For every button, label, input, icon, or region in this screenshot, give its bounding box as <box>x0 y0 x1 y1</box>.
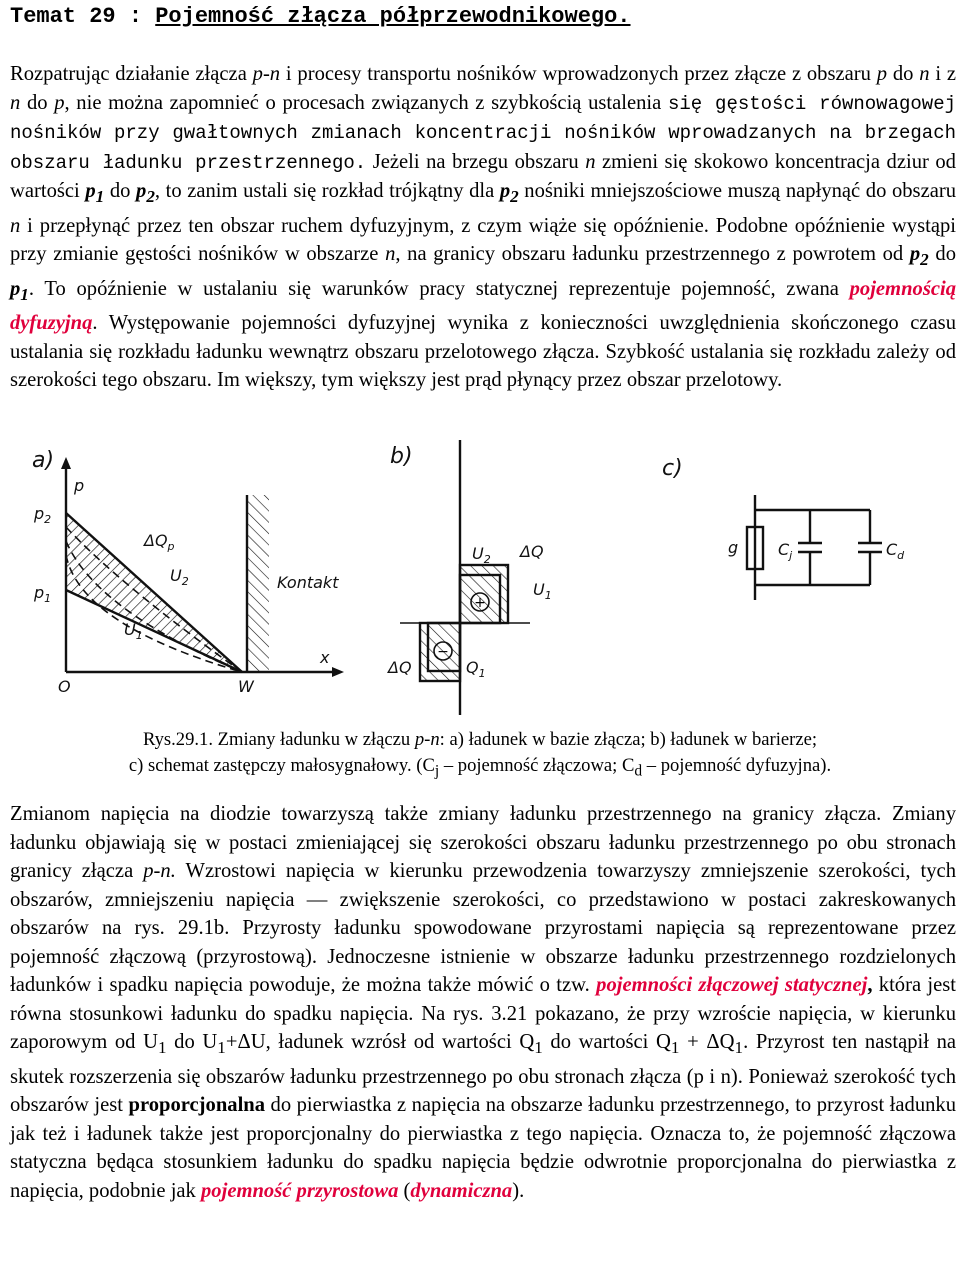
x-axis-arrow <box>332 667 344 677</box>
text: . To opóźnienie w ustalaniu się warunków pracy statycznej reprezentuje pojemność, zwana <box>28 277 850 300</box>
text: i procesy transportu nośników wprowadzonych przez złącze z obszaru <box>280 63 877 85</box>
text: Jeżeli na brzegu obszaru <box>366 150 586 173</box>
title-main: Pojemność złącza półprzewodnikowego. <box>155 4 631 29</box>
paragraph-junction-capacitance <box>10 800 956 1205</box>
plus-sign: + <box>474 595 486 611</box>
figure-drawing <box>0 435 960 725</box>
contact-wall-hatch <box>247 495 269 672</box>
label-delta-q-bottom: ΔQ <box>388 658 412 677</box>
term-static-junction-capacitance: pojemności złączowej statycznej <box>596 974 868 996</box>
text: . Występowanie pojemności dyfuzyjnej wynika z konieczności uwzględnienia skończonego czasu ustalania się rozkładu ładunku wewnątrz obszaru przelotowego złącza. Szybkość ustalania się rozkładu zależy od szerokości tego obszaru. Im większy, tym większy jest prąd płynący przez obszar przelotowy. <box>10 312 956 392</box>
text: i przepłynąć przez ten obszar ruchem dyfuzyjnym, z czym wiąże się opóźnienie. Podobne opóźnienie wystąpi przy zmianie gęstości nośników w obszarze <box>10 214 956 266</box>
subscript: 1 <box>670 1038 680 1058</box>
title-prefix: Temat 29 : <box>10 4 156 29</box>
page-title <box>10 4 950 30</box>
panel-b <box>386 440 552 715</box>
text: do <box>887 63 920 85</box>
subscript: 1 <box>734 1038 744 1058</box>
label-p: p <box>74 476 85 495</box>
label-p2: $p_2$ <box>34 504 52 526</box>
subscript: 1 <box>217 1038 226 1058</box>
pn-term: p-n <box>252 63 281 85</box>
text: Wzrostowi napięcia w kierunku przewodzenia towarzyszy zmniejszenie szerokości, tych obszarów, zmniejszeniu napięcia — zwiększenie szerokości, co przedstawiono w postaci zakreskowanych obszarów na rys. 29.1b. Przyrosty ładunku spowodowane przyrostami napięcia są reprezentowane przez pojemność złączową (przyrostową). Jednoczesne istnienie w obszarze ładunku przestrzennego rozdzielonych ładunków i spadku napięcia powoduje, że można także mówić o tzw. <box>10 860 956 996</box>
bold-term: proporcjonalna <box>128 1094 266 1117</box>
text: do <box>20 91 55 114</box>
p1-symbol: $p_1$ <box>10 277 29 304</box>
text: , to zanim ustali się rozkład trójkątny dla <box>154 180 500 202</box>
caption-line-1: Rys.29.1. Zmiany ładunku w złączu p-n: a) ładunek w bazie złącza; b) ładunek w barierze; <box>142 729 818 750</box>
label-x: x <box>320 648 330 667</box>
panel-a <box>32 448 344 696</box>
minus-sign: − <box>437 644 449 660</box>
text: , na granicy obszaru ładunku przestrzennego z powrotem od <box>395 243 910 266</box>
n-term: n <box>919 63 930 85</box>
paragraph-diffusion-capacitance <box>10 60 956 395</box>
label-u2: $U_2$ <box>472 544 491 566</box>
figure-29-1 <box>0 435 960 725</box>
panel-c-label: c) <box>662 456 683 481</box>
label-g: g <box>728 538 739 557</box>
term-incremental-capacitance: pojemność przyrostowa <box>201 1179 399 1202</box>
label-cd: $C_d$ <box>886 540 905 562</box>
comma: , <box>867 974 873 996</box>
text: Rozpatrując działanie złącza <box>10 63 253 85</box>
text: do wartości Q <box>542 1031 671 1053</box>
text: do <box>104 180 137 202</box>
term-diffusion-capacitance: pojemnością dyfuzyjną <box>10 277 956 335</box>
text: , nie można zapomnieć o procesach związanych z szybkością ustalenia <box>64 91 668 114</box>
label-delta-qp: $\Delta Q_p$ <box>144 531 175 553</box>
text: zmieni się skokowo koncentracja dziur od wartości <box>10 150 956 202</box>
n-term: n <box>385 243 396 266</box>
text: do pierwiastka z napięcia na obszarze ładunku przestrzennego, to przyrost ładunku jak też i ładunek także jest proporcjonalny do pierwiastka z tego napięcia. Oznacza to, że pojemność złączowa statyczna będąca stosunkiem ładunku do spadku napięcia będzie odwrotnie proporcjonalna do pierwiastka z napięcia, podobnie jak <box>10 1094 957 1202</box>
text: do U <box>166 1031 218 1053</box>
label-cj: $C_j$ <box>778 540 793 562</box>
text: Zmianom napięcia na diodzie towarzyszą także zmiany ładunku przestrzennego na granicy złącza. Zmiany ładunku objawiają się w postaci zmieniającej się szerokości obszaru ładunku przestrzennego po obu stronach granicy złącza <box>10 803 956 882</box>
panel-b-label: b) <box>390 444 413 469</box>
p-term: p <box>876 63 888 85</box>
p2-symbol: $p_2$ <box>499 180 519 207</box>
n-term: n <box>10 214 21 237</box>
text: + ΔQ <box>679 1031 735 1053</box>
panel-a-label: a) <box>32 448 55 473</box>
n-term: n <box>585 150 596 173</box>
p2-symbol: $p_2$ <box>136 180 155 207</box>
label-u2: $U_2$ <box>170 566 189 588</box>
text: która jest równa stosunkowi ładunku do spadku napięcia. Na rys. 3.21 pokazano, że przy wzroście napięcia, w kierunku zaporowym od U <box>10 974 956 1053</box>
text: ( <box>398 1179 411 1202</box>
label-origin: O <box>58 677 71 696</box>
label-p1: $p_1$ <box>34 583 52 605</box>
label-u1: $U_1$ <box>533 580 552 602</box>
text: do <box>928 243 956 266</box>
panel-c <box>662 456 905 600</box>
text: . Przyrost ten nastąpił na skutek rozszerzenia się obszarów ładunku przestrzennego po obu stronach złącza (p i n). Ponieważ szerokość tych obszarów jest <box>10 1031 957 1117</box>
p2-symbol: $p_2$ <box>909 243 929 270</box>
figure-caption <box>0 727 960 785</box>
term-dynamic: dynamiczna <box>410 1179 513 1202</box>
text: +ΔU, ładunek wzrósł od wartości Q <box>225 1031 535 1053</box>
y-axis-arrow <box>61 457 71 469</box>
pn-term: p-n. <box>143 860 176 882</box>
text: nośniki mniejszościowe muszą napłynąć do obszaru <box>518 180 957 202</box>
monospace-text: się gęstości równowagowej nośników przy gwałtownych zmianach koncentracji nośników wprowadzanych na brzegach obszaru ładunku przestrzennego. <box>10 92 956 174</box>
label-kontakt: Kontakt <box>277 573 339 592</box>
label-u1: $U_1$ <box>124 620 143 642</box>
subscript: 1 <box>534 1038 543 1058</box>
caption-line-2: c) schemat zastępczy małosygnałowy. ($C_j$ – pojemność złączowa; $C_d$ – pojemność dyfuzyjna). <box>128 755 832 780</box>
text: i z <box>929 63 956 85</box>
p1-symbol: $p_1$ <box>85 180 105 207</box>
label-delta-q-top: ΔQ <box>520 542 544 561</box>
label-w: W <box>238 677 254 696</box>
text: ). <box>512 1179 525 1202</box>
subscript: 1 <box>157 1038 167 1058</box>
label-q1: $Q_1$ <box>466 658 486 680</box>
n-term: n <box>10 91 21 114</box>
p-term: p <box>54 91 65 114</box>
